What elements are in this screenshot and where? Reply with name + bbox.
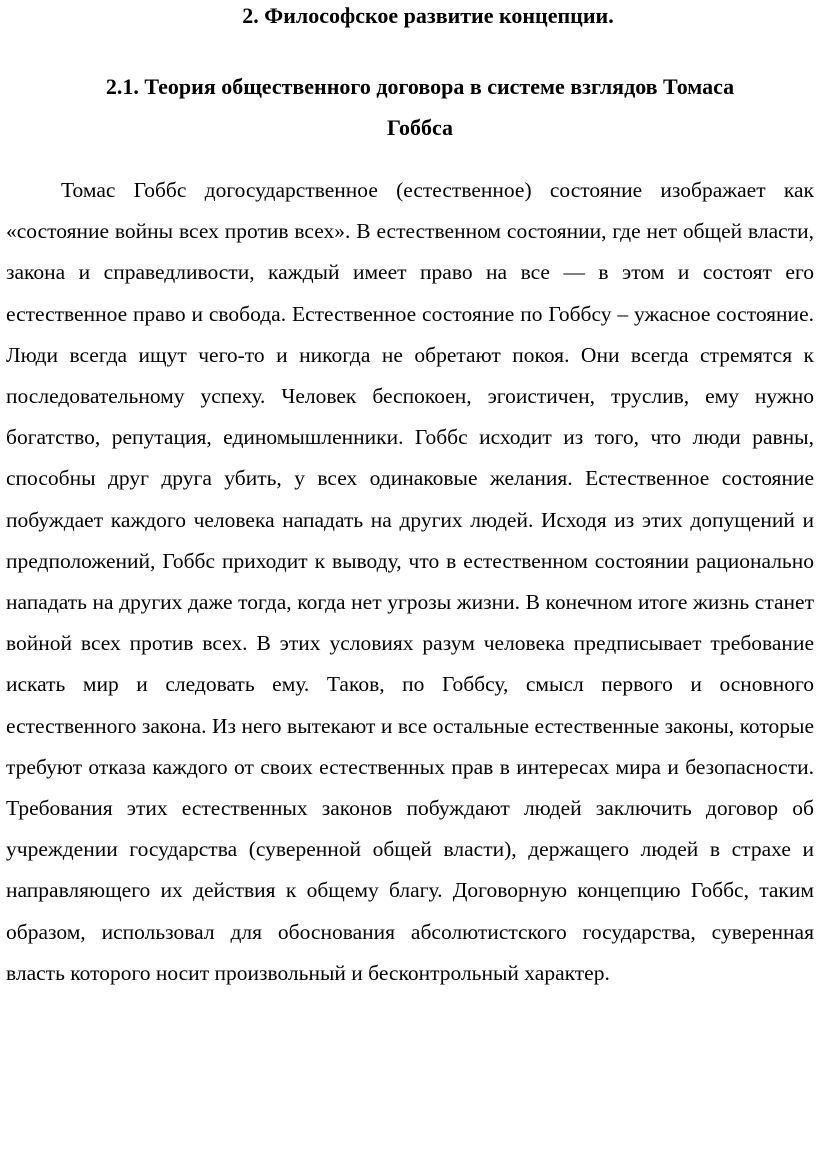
- body-paragraph: Томас Гоббс догосударственное (естественное) состояние изображает как «состояние войны всех против всех». В естественном состоянии, где нет общей власти, закона и справедливости, каждый имеет право на все — в этом и состоят его естественное право и свобода. Естественное состояние по Гоббсу – ужасное состояние. Люди всегда ищут чего-то и никогда не обретают покоя. Они всегда стремятся к последовательному успеху. Человек беспокоен, эгоистичен, труслив, ему нужно богатство, репутация, единомышленники. Гоббс исходит из того, что люди равны, способны друг друга убить, у всех одинаковые желания. Естественное состояние побуждает каждого человека нападать на других людей. Исходя из этих допущений и предположений, Гоббс приходит к выводу, что в естественном состоянии рационально нападать на других даже тогда, когда нет угрозы жизни. В конечном итоге жизнь станет войной всех против всех. В этих условиях разум человека предписывает требование искать мир и следовать ему. Таков, по Гоббсу, смысл первого и основного естественного закона. Из него вытекают и все остальные естественные законы, которые требуют отказа каждого от своих естественных прав в интересах мира и безопасности. Требования этих естественных законов побуждают людей заключить договор об учреждении государства (суверенной общей власти), держащего людей в страхе и направляющего их действия к общему благу. Договорную концепцию Гоббс, таким образом, использовал для обоснования абсолютистского государства, суверенная власть которого носит произвольный и бесконтрольный характер.: [6, 178, 814, 985]
- chapter-heading: 2. Философское развитие концепции.: [242, 3, 614, 28]
- section-heading: 2.1. Теория общественного договора в системе взглядов Томаса Гоббса: [105, 74, 735, 140]
